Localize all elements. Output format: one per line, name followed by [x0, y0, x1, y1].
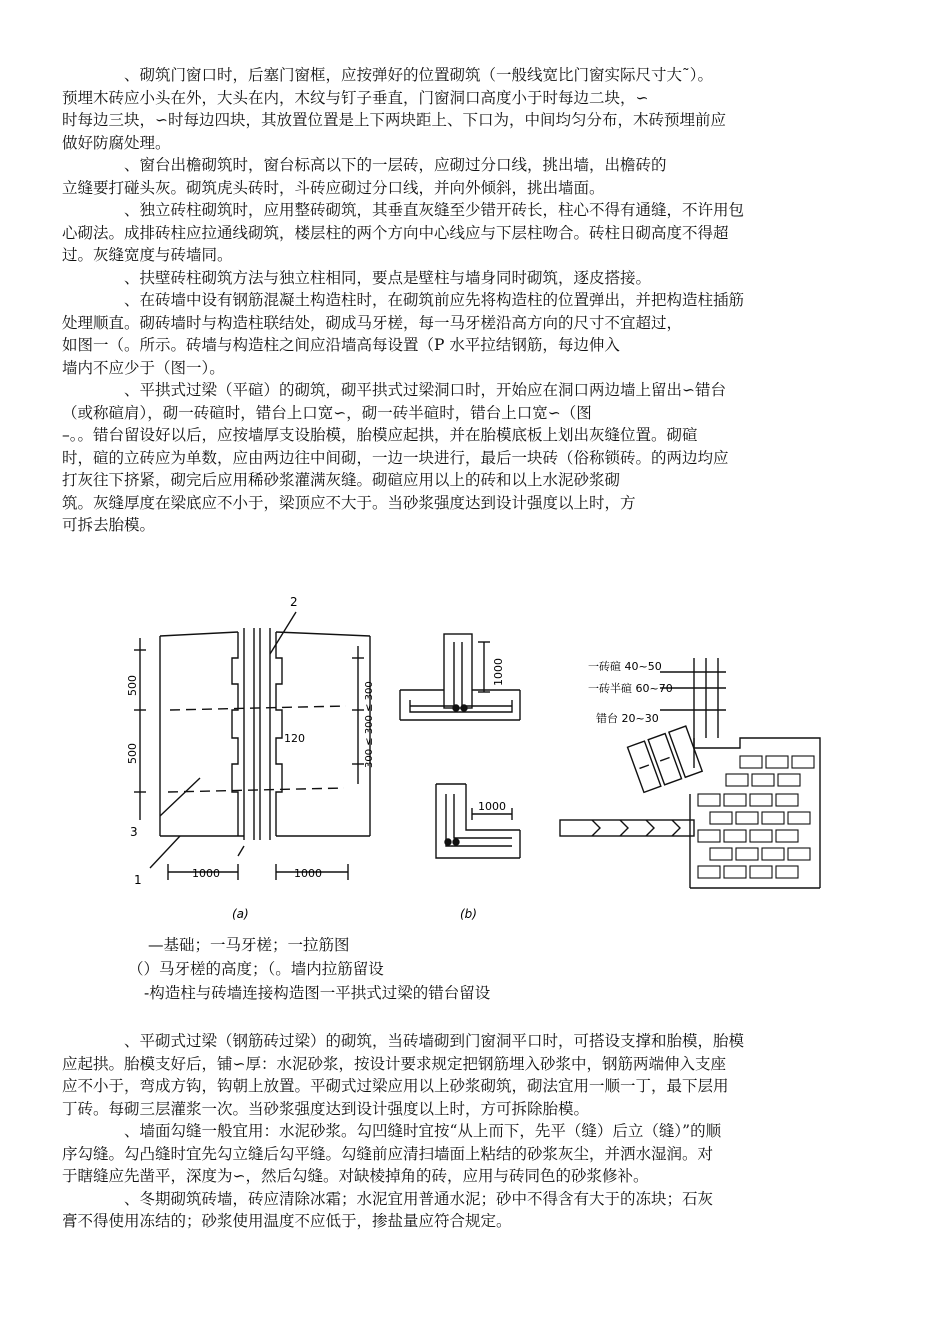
text-line: 膏不得使用冻结的；砂浆使用温度不应低于，掺盐量应符合规定。 — [62, 1212, 512, 1230]
text-line: （或称碹肩），砌一砖碹时，错台上口宽∽，砌一砖半碹时，错台上口宽∽（图 — [62, 403, 592, 422]
figure-c-row1: 一砖碹 40~50 — [588, 660, 662, 673]
callout-3: 3 — [130, 825, 138, 839]
figure-c-row2: 一砖半碹 60~70 — [588, 682, 673, 695]
figure-a — [134, 612, 370, 880]
callout-1: 1 — [134, 873, 142, 887]
text-line: 、窗台出檐砌筑时，窗台标高以下的一层砖，应砌过分口线，挑出墙，出檐砖的 — [124, 156, 667, 174]
text-line: 预埋木砖应小头在外，大头在内，木纹与钉子垂直，门窗洞口高度小于时每边二块，∽ — [62, 88, 649, 107]
text-line: 、墙面勾缝一般宜用：水泥砂浆。勾凹缝时宜按“从上而下，先平（缝）后立（缝）”的顺 — [124, 1122, 722, 1140]
text-line: 于瞎缝应先凿平，深度为∽，然后勾缝。对缺棱掉角的砖，应用与砖同色的砂浆修补。 — [62, 1167, 649, 1185]
text-line: 、砌筑门窗口时，后塞门窗框，应按弹好的位置砌筑（一般线宽比门窗实际尺寸大˜）。 — [124, 66, 714, 84]
figure-b-label: (b) — [460, 907, 477, 921]
figure-b-dim-bottom: 1000 — [478, 800, 506, 813]
text-line: 应不小于，弯成方钩，钩朝上放置。平砌式过梁应用以上砂浆砌筑，砌法宜用一顺一丁，最下层用 — [62, 1077, 729, 1095]
text-line: 心砌法。成排砖柱应拉通线砌筑，楼层柱的两个方向中心线应与下层柱吻合。砖柱日砌高度不得超 — [62, 223, 729, 242]
text-line: 时每边三块，∽时每边四块，其放置位置是上下两块距上、下口为，中间均匀分布，木砖预埋前应 — [62, 111, 726, 129]
figure-c-row3: 错台 20~30 — [596, 712, 659, 725]
text-line: 过。灰缝宽度与砖墙同。 — [62, 246, 233, 264]
figure-captions — [120, 933, 820, 1005]
figure-a-label: (a) — [232, 907, 249, 921]
text-line: 、在砖墙中设有钢筋混凝土构造柱时，在砌筑前应先将构造柱的位置弹出，并把构造柱插筋 — [124, 291, 745, 309]
text-line: 、独立砖柱砌筑时，应用整砖砌筑，其垂直灰缝至少错开砖长，柱心不得有通缝，不许用包 — [124, 201, 745, 219]
caption-line-3: -构造柱与砖墙连接构造图一平拱式过梁的错台留设 — [144, 984, 491, 1002]
dim-1000-right: 1000 — [294, 867, 322, 880]
text-line: 、平拱式过梁（平碹）的砌筑，砌平拱式过梁洞口时，开始应在洞口两边墙上留出∽错台 — [124, 381, 726, 399]
text-line: 墙内不应少于（图一）。 — [62, 358, 225, 377]
text-line: 丁砖。每砌三层灌浆一次。当砂浆强度达到设计强度以上时，方可拆除胎模。 — [62, 1099, 590, 1118]
text-line: 立缝要打碰头灰。砌筑虎头砖时，斗砖应砌过分口线，并向外倾斜，挑出墙面。 — [62, 178, 605, 197]
text-line: 做好防腐处理。 — [62, 133, 171, 152]
text-line: 、平砌式过梁（钢筋砖过梁）的砌筑，当砖墙砌到门窗洞平口时，可搭设支撑和胎模，胎模 — [124, 1032, 745, 1050]
figure-b-dim-top: 1000 — [492, 658, 505, 686]
caption-line-1: —基础；一马牙槎；一拉筋图 — [148, 936, 350, 954]
text-line: 筑。灰缝厚度在梁底应不小于，梁顶应不大于。当砂浆强度达到设计强度以上时，方 — [62, 493, 636, 512]
dim-500-bottom: 500 — [126, 743, 139, 764]
text-line: 可拆去胎模。 — [62, 516, 156, 534]
figure-construction-details — [120, 588, 840, 932]
text-line: 、冬期砌筑砖墙，砖应清除冰霜；水泥宜用普通水泥；砂中不得含有大于的冻块；石灰 — [124, 1189, 714, 1208]
text-line: 如图一（。所示。砖墙与构造柱之间应沿墙高每设置（P 水平拉结钢筋，每边伸入 — [62, 336, 620, 354]
text-line: –。。错台留设好以后，应按墙厚支设胎模，胎模应起拱，并在胎模底板上划出灰缝位置。砌碹 — [62, 426, 698, 444]
dim-right-300: 300 ≤ 300 ≤ 300 — [364, 681, 375, 768]
body-text-section-2 — [62, 1030, 892, 1233]
text-line: 、扶壁砖柱砌筑方法与独立柱相同，要点是壁柱与墙身同时砌筑，逐皮搭接。 — [124, 268, 652, 287]
text-line: 处理顺直。砌砖墙时与构造柱联结处，砌成马牙槎，每一马牙槎沿高方向的尺寸不宜超过， — [62, 313, 683, 332]
text-line: 序勾缝。勾凸缝时宜先勾立缝后勾平缝。勾缝前应清扫墙面上粘结的砂浆灰尘，并洒水湿润。对 — [62, 1144, 714, 1163]
text-line: 时，碹的立砖应为单数，应由两边往中间砌，一边一块进行，最后一块砖（俗称锁砖。的两边均应 — [62, 448, 729, 467]
body-text-section-1 — [62, 64, 892, 537]
caption-line-2: （）马牙槎的高度；（。墙内拉筋留设 — [128, 960, 384, 978]
dim-500-top: 500 — [126, 675, 139, 696]
callout-2: 2 — [290, 595, 298, 609]
text-line: 应起拱。胎模支好后，铺∽厚：水泥砂浆，按设计要求规定把钢筋埋入砂浆中，钢筋两端伸入支座 — [62, 1054, 726, 1073]
dim-120: 120 — [284, 732, 305, 745]
text-line: 打灰往下挤紧，砌完后应用稀砂浆灌满灰缝。砌碹应用以上的砖和以上水泥砂浆砌 — [62, 471, 621, 489]
dim-1000-left: 1000 — [192, 867, 220, 880]
figure-svg — [120, 588, 840, 928]
